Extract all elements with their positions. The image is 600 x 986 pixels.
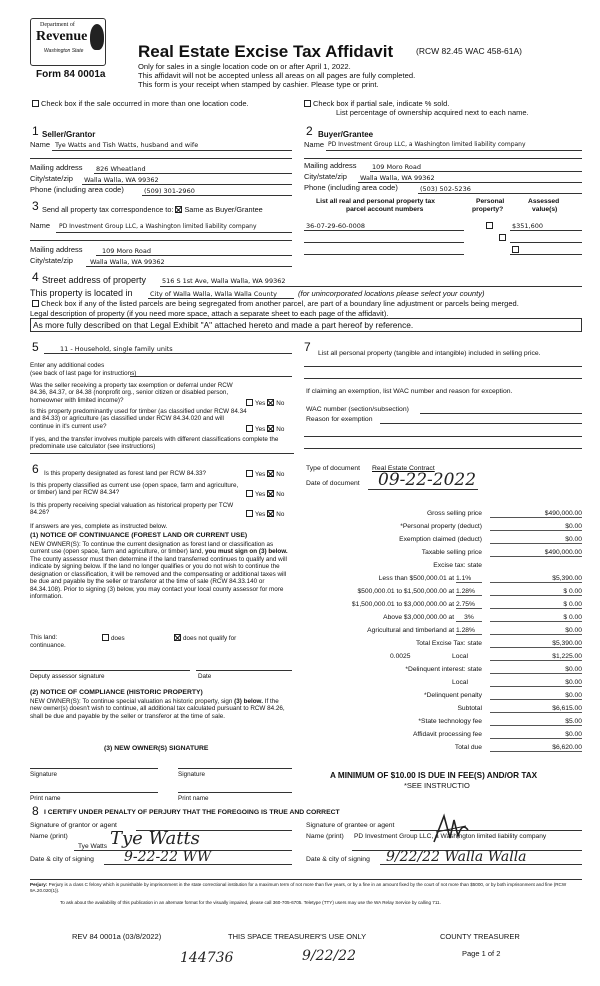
ag-label: [367, 627, 482, 635]
buyer-num: 2: [306, 124, 313, 138]
does-label: does: [111, 635, 125, 642]
forest-yes-checkbox[interactable]: [246, 470, 253, 477]
exemption-yes-checkbox[interactable]: [246, 399, 253, 406]
seller-name-label: Name: [30, 140, 51, 149]
historic-yes-checkbox[interactable]: [246, 510, 253, 517]
multi-location-check[interactable]: [30, 99, 249, 108]
personal-property-checkbox-3[interactable]: [512, 246, 519, 253]
correspondence-mail-label: Mailing address: [30, 245, 83, 254]
seller-heading: Seller/Grantor: [42, 130, 96, 139]
tech-fee-value[interactable]: $5.00: [490, 718, 582, 726]
perjury-text: Perjury is a class C felony which is punishable by imprisonment in the state correctional institution for a maximum term of not more than five years, or by a fine in an amount fixed by the court of not more than $5000, or by both imprisonment and fine (RCW 9A.20.020(1)).: [30, 882, 567, 893]
ag-rate: 1.28%: [456, 627, 482, 635]
personal-deduct-label: *Personal property (deduct): [400, 523, 482, 530]
answers-note: If answers are yes, complete as instructed below.: [30, 523, 168, 530]
claim-exemption-label: If claiming an exemption, list WAC number and reason for exception.: [306, 388, 513, 395]
exemption-no-checkbox[interactable]: [267, 399, 274, 406]
grantor-name-value[interactable]: Tye Watts: [78, 843, 108, 850]
exemption-no-label: No: [276, 400, 285, 407]
location-note: (for unincorporated locations please select your county): [298, 289, 485, 298]
grantee-signature-label: Signature of grantee or agent: [306, 822, 395, 829]
subtotal-value[interactable]: $6,615.00: [490, 705, 582, 713]
ag-value[interactable]: $0.00: [490, 627, 582, 635]
owner2-signature-label: Signature: [178, 771, 205, 778]
continuance-body: [30, 541, 292, 600]
forest-answers[interactable]: [244, 470, 284, 478]
tier1-text: Less than $500,000.01 at: [378, 575, 455, 582]
stamp-date: 9/22/22: [302, 948, 356, 964]
current-use-yes-label: Yes: [255, 491, 266, 498]
exemption-question: Was the seller receiving a property tax exemption or deferral under RCW 84.36, 84.37, or 84.38 (nonprofit org., senior citizen or disabled person, homeowner with limited income)?: [30, 382, 233, 404]
partial-sale-checkbox[interactable]: [304, 100, 311, 107]
timber-no-label: No: [276, 426, 285, 433]
logo-line2: Revenue: [36, 29, 88, 44]
total-due-label: Total due: [454, 744, 482, 751]
buyer-name-label: Name: [304, 140, 325, 149]
correspondence-text: Send all property tax correspondence to:: [42, 205, 174, 214]
seller-mail-label: Mailing address: [30, 163, 83, 172]
processing-fee-label: Affidavit processing fee: [412, 731, 482, 738]
continuance-body-a: NEW OWNER(S): To continue the current designation as forest land or classification as current use (open space, farm and agriculture, or timber) land,: [30, 541, 274, 556]
gross-label: Gross selling price: [426, 510, 482, 517]
grantee-date-value[interactable]: 9/22/22 Walla Walla: [386, 849, 527, 865]
parcel-col3-header2: value(s): [532, 206, 558, 213]
forest-no-checkbox[interactable]: [267, 470, 274, 477]
new-owner-signature-title: (3) NEW OWNER(S) SIGNATURE: [104, 745, 209, 752]
excise-state-label: Excise tax: state: [433, 562, 482, 569]
section5-num: 5: [32, 340, 39, 354]
additional-codes-note: (see back of last page for instructions): [30, 370, 137, 377]
compliance-body-b: (3) below.: [234, 698, 263, 705]
local-rate: 0.0025: [390, 653, 411, 660]
correspondence-mail[interactable]: 109 Moro Road: [102, 247, 151, 255]
seller-phone[interactable]: (509) 301-2960: [144, 187, 195, 195]
compliance-body: [30, 698, 292, 720]
parcel-col2-header1: Personal: [476, 198, 505, 205]
assessed-value[interactable]: $351,600: [512, 222, 544, 230]
washington-icon: [90, 24, 104, 50]
owner2-print-label: Print name: [178, 795, 209, 802]
minimum-notice: A MINIMUM OF $10.00 IS DUE IN FEE(S) AND/OR TAX: [330, 771, 538, 780]
grantor-signature[interactable]: Tye Watts: [110, 828, 200, 849]
owner1-print-label: Print name: [30, 795, 61, 802]
grantor-date-value[interactable]: 9-22-22 WW: [124, 849, 212, 865]
exemption-answers[interactable]: [244, 399, 284, 407]
multi-location-checkbox[interactable]: [32, 100, 39, 107]
continuance-label: continuance.: [30, 642, 66, 649]
penalty-label: *Delinquent penalty: [424, 692, 482, 699]
parcel-col1-header2: parcel account numbers: [346, 206, 424, 213]
timber-no-checkbox[interactable]: [267, 425, 274, 432]
tier2-text: $500,000.01 to $1,500,000.00 at: [357, 588, 455, 595]
delinquent-local-value[interactable]: $0.00: [490, 679, 582, 687]
tier2-rate: 1.28%: [456, 588, 482, 596]
continuance-body-c: The county assessor must then determine if the land transferred continues to qualify and will indicate by signing below. If the land no longer qualifies or you do not wish to continue the designation or classification, it will be removed and the compensating or additional taxes will be due and payable by the seller or transferor at the time of sale (RCW 84.33.140 or 84.34.108). Prior to signing (3) below, you may contact your local county assessor for more information.: [30, 555, 287, 600]
historic-answers[interactable]: [244, 510, 284, 518]
exemption-deduct-label: Exemption claimed (deduct): [399, 536, 482, 543]
subtotal-label: Subtotal: [457, 705, 482, 712]
location-label: This property is located in: [30, 288, 133, 298]
street-num: 4: [32, 270, 39, 284]
form-number: Form 84 0001a: [36, 69, 106, 80]
grantor-date-label: Date & city of signing: [30, 856, 94, 863]
tech-fee-label: *State technology fee: [418, 718, 482, 725]
header-sub3: This form is your receipt when stamped by cashier. Please type or print.: [138, 80, 379, 89]
page-number: Page 1 of 2: [462, 949, 501, 958]
perjury-title: Perjury:: [30, 882, 48, 887]
stamp-number: 144736: [180, 950, 234, 966]
current-use-question: Is this property classified as current use (open space, farm and agriculture, or timber) land per RCW 84.34?: [30, 482, 239, 497]
section6-num: 6: [32, 462, 39, 476]
personal-deduct-value[interactable]: $0.00: [490, 523, 582, 531]
total-due-value[interactable]: $6,620.00: [490, 744, 582, 752]
deputy-date-label: Date: [198, 673, 212, 680]
delinquent-local-label: Local: [452, 679, 468, 686]
local-label: Local: [452, 653, 468, 660]
street-value[interactable]: 516 S 1st Ave, Walla Walla, WA 99362: [162, 277, 286, 285]
buyer-phone[interactable]: (503) 502-5236: [420, 185, 471, 193]
header-sub1: Only for sales in a single location code on or after April 1, 2022.: [138, 62, 351, 71]
timber-question: Is this property predominantly used for timber (as classified under RCW 84.34 and 84.33) or agriculture (as classified under RCW 84.34.020 and will continue in it's current use?: [30, 408, 247, 430]
grantor-signature-label: Signature of grantor or agent: [30, 822, 117, 829]
timber-yes-label: Yes: [255, 426, 266, 433]
segregated-label: Check box if any of the listed parcels are being segregated from another parcel, are part of a boundary line adjustment or parcels being merged.: [41, 299, 519, 308]
does-not-label: does not qualify for: [183, 635, 237, 642]
buyer-mail[interactable]: 109 Moro Road: [372, 163, 421, 171]
seller-city[interactable]: Walla Walla, WA 99362: [84, 176, 159, 184]
tier3-label: [352, 601, 482, 609]
taxable-label: Taxable selling price: [421, 549, 482, 556]
grantor-name-label: Name (print): [30, 833, 68, 840]
logo-line3: Washington State: [44, 48, 84, 54]
continuance-title: (1) NOTICE OF CONTINUANCE (FOREST LAND OR CURRENT USE): [30, 532, 248, 539]
total-state-value[interactable]: $5,390.00: [490, 640, 582, 648]
personal-property-checkbox-1[interactable]: [486, 222, 493, 229]
treasurer-use: THIS SPACE TREASURER'S USE ONLY: [228, 932, 367, 941]
buyer-heading: Buyer/Grantee: [318, 130, 374, 139]
availability-notice: To ask about the availability of this publication in an alternate format for the visually impaired, please call 360-705-6705. Teletype (TTY) users may use the WA Relay Service by calling 711.: [60, 900, 441, 905]
buyer-mail-label: Mailing address: [304, 161, 357, 170]
see-instructions: *SEE INSTRUCTIO: [404, 781, 470, 790]
does-option[interactable]: [100, 634, 125, 642]
parcel-col3-header1: Assessed: [528, 198, 560, 205]
current-use-yes-checkbox[interactable]: [246, 490, 253, 497]
certify-statement: I CERTIFY UNDER PENALTY OF PERJURY THAT THE FOREGOING IS TRUE AND CORRECT: [44, 809, 340, 816]
tier1-value[interactable]: $5,390.00: [490, 575, 582, 583]
tier2-value[interactable]: $ 0.00: [490, 588, 582, 596]
current-use-no-label: No: [276, 491, 285, 498]
doc-type-label: Type of document: [306, 465, 361, 472]
correspondence-name-label: Name: [30, 221, 51, 230]
correspondence-city-label: City/state/zip: [30, 256, 73, 265]
historic-no-checkbox[interactable]: [267, 510, 274, 517]
parcel-col2-header2: property?: [472, 206, 504, 213]
personal-property-label: List all personal property (tangible and intangible) included in selling price.: [318, 350, 541, 357]
taxable-value[interactable]: $490,000.00: [490, 549, 582, 557]
exemption-deduct-value[interactable]: $0.00: [490, 536, 582, 544]
gross-value[interactable]: $490,000.00: [490, 510, 582, 518]
wac-number-label: WAC number (section/subsection): [306, 406, 409, 413]
same-as-buyer-label: Same as Buyer/Grantee: [184, 205, 263, 214]
multi-location-label: Check box if the sale occurred in more than one location code.: [41, 99, 249, 108]
tier1-label: [379, 575, 482, 583]
seller-name[interactable]: Tye Watts and Tish Watts, husband and wife: [55, 141, 199, 149]
seller-mail[interactable]: 826 Wheatland: [96, 165, 146, 173]
street-label: Street address of property: [42, 275, 147, 285]
doc-date-label: Date of document: [306, 480, 360, 487]
current-use-no-checkbox[interactable]: [267, 490, 274, 497]
personal-property-checkbox-2[interactable]: [499, 234, 506, 241]
partial-sale-check[interactable]: [302, 99, 449, 108]
exemption-reason-label: Reason for exemption: [306, 416, 373, 423]
tier1-rate: 1.1%: [456, 575, 482, 583]
same-as-buyer-checkbox[interactable]: [175, 206, 182, 213]
tier3-text: $1,500,000.01 to $3,000,000.00 at: [351, 601, 455, 608]
correspondence-name[interactable]: PD Investment Group LLC, a Washington limited liability company: [59, 223, 257, 230]
buyer-phone-label: Phone (including area code): [304, 183, 398, 192]
ag-text: Agricultural and timberland at: [367, 627, 455, 634]
segregated-checkbox[interactable]: [32, 300, 39, 307]
tier2-label: [357, 588, 482, 596]
buyer-name[interactable]: PD Investment Group LLC, a Washington limited liability company: [328, 141, 526, 148]
tier4-text: Above $3,000,000.00 at: [383, 614, 455, 621]
owner1-signature-label: Signature: [30, 771, 57, 778]
penalty-value[interactable]: $0.00: [490, 692, 582, 700]
partial-sale-note: List percentage of ownership acquired next to each name.: [336, 108, 529, 117]
timber-yes-checkbox[interactable]: [246, 425, 253, 432]
partial-sale-label: Check box if partial sale, indicate % sold.: [313, 99, 450, 108]
local-value[interactable]: $1,225.00: [490, 653, 582, 661]
tier4-rate: 3%: [456, 614, 482, 622]
form-title: Real Estate Excise Tax Affidavit: [138, 42, 394, 61]
parcel-col1-header1: List all real and personal property tax: [316, 198, 435, 205]
does-not-option[interactable]: [172, 634, 236, 642]
forest-question: Is this property designated as forest land per RCW 84.33?: [44, 470, 207, 477]
historic-no-label: No: [276, 511, 285, 518]
form-rcw: (RCW 82.45 WAC 458-61A): [416, 46, 522, 56]
segregated-check[interactable]: [30, 299, 519, 308]
delinquent-state-value[interactable]: $0.00: [490, 666, 582, 674]
section8-num: 8: [32, 804, 39, 818]
forest-no-label: No: [276, 471, 285, 478]
compliance-title: (2) NOTICE OF COMPLIANCE (HISTORIC PROPERTY): [30, 689, 203, 696]
forest-yes-label: Yes: [255, 471, 266, 478]
historic-question: Is this property receiving special valuation as historical property per TCW 84.26?: [30, 502, 234, 517]
exemption-yes-label: Yes: [255, 400, 266, 407]
historic-yes-label: Yes: [255, 511, 266, 518]
tier4-value[interactable]: $ 0.00: [490, 614, 582, 622]
grantee-date-label: Date & city of signing: [306, 856, 370, 863]
correspondence-label: [42, 205, 263, 214]
seller-phone-label: Phone (including area code): [30, 185, 124, 194]
doc-type-value[interactable]: Real Estate Contract: [372, 465, 435, 472]
compliance-body-a: NEW OWNER(S): To continue special valuation as historic property, sign: [30, 698, 233, 705]
buyer-city[interactable]: Walla Walla, WA 99362: [360, 174, 435, 182]
total-state-label: Total Excise Tax: state: [415, 640, 482, 647]
doc-date-value[interactable]: 09-22-2022: [378, 470, 477, 490]
revision-number: REV 84 0001a (03/8/2022): [72, 932, 162, 941]
processing-fee-value[interactable]: $0.00: [490, 731, 582, 739]
seller-num: 1: [32, 124, 39, 138]
parcel-number[interactable]: 36-07-29-60-0008: [306, 222, 366, 230]
tier3-rate: 2.75%: [456, 601, 482, 609]
grantee-name-label: Name (print): [306, 833, 344, 840]
delinquent-state-label: *Delinquent interest: state: [405, 666, 482, 673]
dor-logo: [30, 18, 114, 78]
current-use-answers[interactable]: [244, 490, 284, 498]
perjury-notice: [30, 882, 582, 894]
continuance-body-b: you must sign on (3) below.: [205, 548, 288, 556]
section7-num: 7: [304, 340, 311, 354]
this-land-label: This land:: [30, 634, 58, 641]
legal-desc-value: As more fully described on that Legal Exhibit "A" attached hereto and made a part hereof by reference.: [33, 320, 414, 330]
does-not-checkbox[interactable]: [174, 634, 181, 641]
compliance-body-c: If the new owner(s) doesn't wish to continue, all additional tax calculated pursuant to RCW 84.26, shall be due and payable by the seller or transferor at the time of sale.: [30, 698, 285, 720]
header-sub2: This affidavit will not be accepted unless all areas on all pages are fully completed.: [138, 71, 416, 80]
tier3-value[interactable]: $ 0.00: [490, 601, 582, 609]
correspondence-city[interactable]: Walla Walla, WA 99362: [90, 258, 165, 266]
predominate-use-note: If yes, and the transfer involves multiple parcels with different classifications complete the predominate use calculator (see instructions): [30, 436, 279, 451]
does-checkbox[interactable]: [102, 634, 109, 641]
seller-city-label: City/state/zip: [30, 174, 73, 183]
correspondence-num: 3: [32, 199, 39, 213]
tier4-label: [383, 614, 482, 622]
location-value[interactable]: City of Walla Walla, Walla Walla County: [150, 290, 277, 298]
timber-answers[interactable]: [244, 425, 284, 433]
use-code-value[interactable]: 11 - Household, single family units: [60, 345, 173, 353]
grantee-name-value[interactable]: PD Investment Group LLC, a Washington limited liability company: [354, 833, 547, 840]
deputy-signature-label: Deputy assessor signature: [30, 673, 105, 680]
buyer-city-label: City/state/zip: [304, 172, 347, 181]
logo-line1: Department of: [40, 22, 75, 28]
legal-desc-label: Legal description of property (if you need more space, attach a separate sheet to each page of the affidavit).: [30, 309, 389, 318]
county-treasurer: COUNTY TREASURER: [440, 932, 520, 941]
additional-codes-label: Enter any additional codes: [30, 362, 105, 369]
